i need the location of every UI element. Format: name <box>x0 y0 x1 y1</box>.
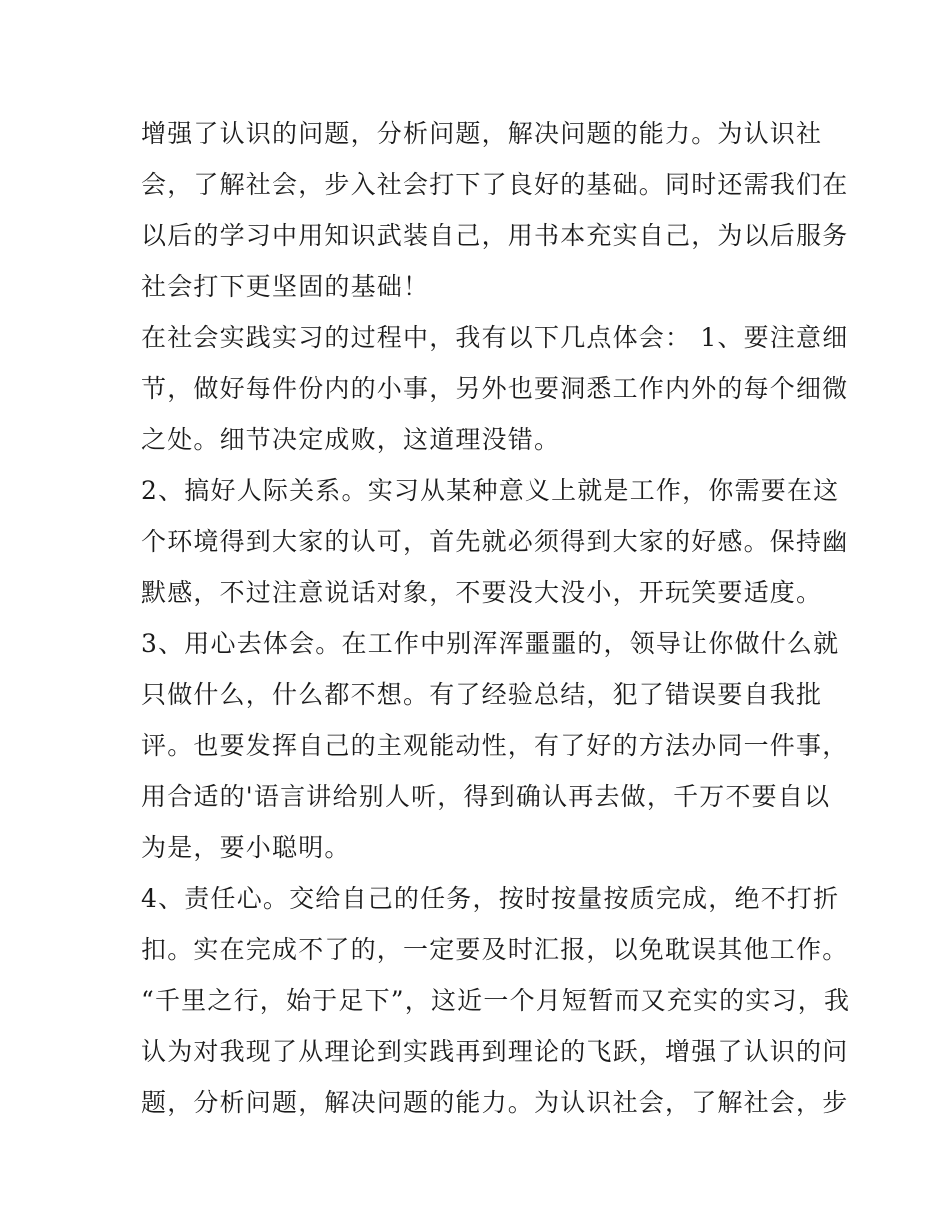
text-line: 社会打下更坚固的基础！ <box>141 272 430 301</box>
body-text <box>141 108 851 1128</box>
text-line: 只做什么，什么都不想。有了经验总结，犯了错误要自我批 <box>141 680 823 709</box>
text-line: 节，做好每件份内的小事，另外也要洞悉工作内外的每个细微 <box>141 374 849 403</box>
text-line: 3、用心去体会。在工作中别浑浑噩噩的，领导让你做什么就 <box>141 629 840 658</box>
text-line: 为是，要小聪明。 <box>141 833 351 862</box>
text-line: “千里之行，始于足下”，这近一个月短暂而又充实的实习，我 <box>141 986 851 1015</box>
text-line: 扣。实在完成不了的，一定要及时汇报，以免耽误其他工作。 <box>141 935 849 964</box>
text-line: 个环境得到大家的认可，首先就必须得到大家的好感。保持幽 <box>141 527 849 556</box>
text-line: 4、责任心。交给自己的任务，按时按量按质完成，绝不打折 <box>141 884 840 913</box>
text-line: 用合适的'语言讲给别人听，得到确认再去做，千万不要自以 <box>141 782 831 811</box>
text-line: 默感，不过注意说话对象，不要没大没小，开玩笑要适度。 <box>141 578 823 607</box>
text-line: 增强了认识的问题，分析问题，解决问题的能力。为认识社 <box>141 119 823 148</box>
text-line: 题，分析问题，解决问题的能力。为认识社会，了解社会，步 <box>141 1088 849 1117</box>
text-line: 在社会实践实习的过程中，我有以下几点体会： 1、要注意细 <box>141 323 849 352</box>
text-line: 会，了解社会，步入社会打下了良好的基础。同时还需我们在 <box>141 170 849 199</box>
text-line: 2、搞好人际关系。实习从某种意义上就是工作，你需要在这 <box>141 476 840 505</box>
text-line: 认为对我现了从理论到实践再到理论的飞跃，增强了认识的问 <box>141 1037 849 1066</box>
text-line: 以后的学习中用知识武装自己，用书本充实自己，为以后服务 <box>141 221 849 250</box>
text-line: 之处。细节决定成败，这道理没错。 <box>141 425 561 454</box>
text-line: 评。也要发挥自己的主观能动性，有了好的方法办同一件事， <box>141 731 849 760</box>
